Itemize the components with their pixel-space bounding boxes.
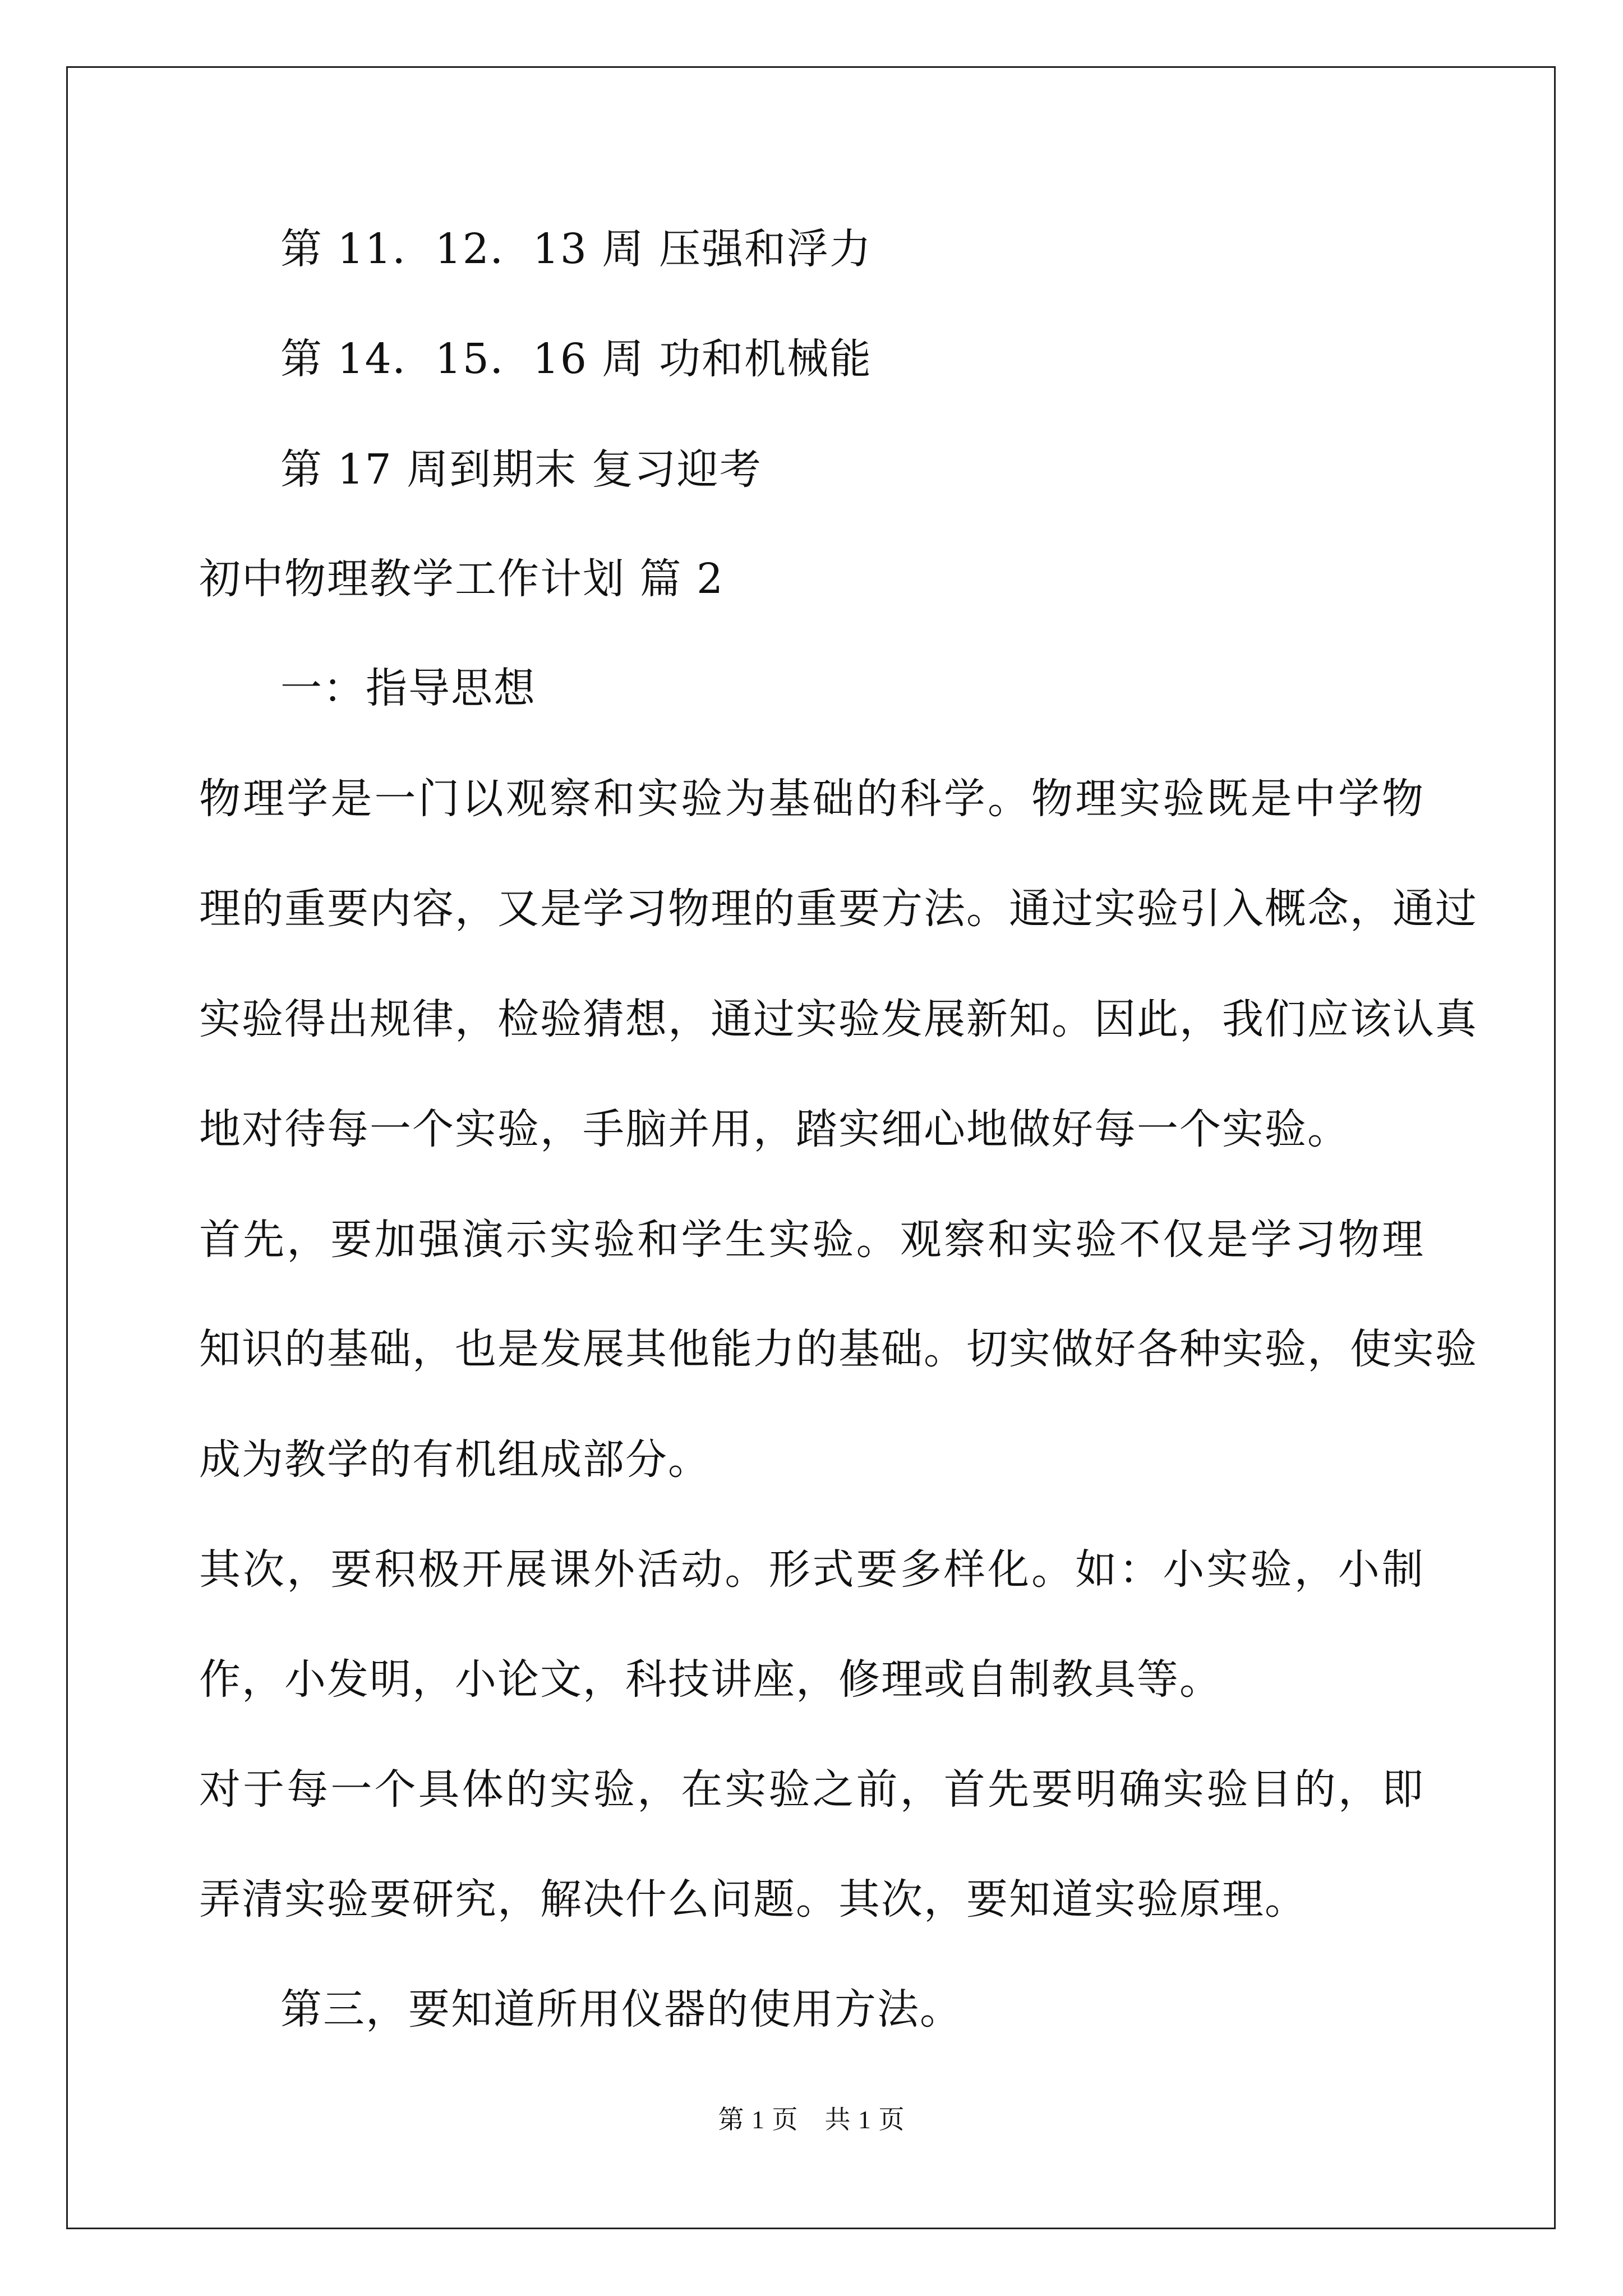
schedule-line-weeks-11-13: 第 11．12．13 周 压强和浮力 — [280, 225, 873, 273]
paragraph-line: 知识的基础，也是发展其他能力的基础。切实做好各种实验，使实验 — [199, 1325, 1478, 1373]
paragraph-line: 地对待每一个实验，手脑并用，踏实细心地做好每一个实验。 — [199, 1105, 1350, 1153]
paragraph-line: 对于每一个具体的实验，在实验之前，首先要明确实验目的，即 — [199, 1765, 1424, 1814]
paragraph-line: 其次，要积极开展课外活动。形式要多样化。如：小实验，小制 — [199, 1545, 1424, 1594]
schedule-line-weeks-14-16: 第 14．15．16 周 功和机械能 — [280, 335, 873, 383]
paragraph-line: 理的重要内容，又是学习物理的重要方法。通过实验引入概念，通过 — [199, 885, 1478, 933]
schedule-line-week-17: 第 17 周到期末 复习迎考 — [280, 445, 762, 494]
paragraph-line: 首先，要加强演示实验和学生实验。观察和实验不仅是学习物理 — [199, 1216, 1424, 1264]
paragraph-line: 弄清实验要研究，解决什么问题。其次，要知道实验原理。 — [199, 1875, 1307, 1924]
paragraph-line: 物理学是一门以观察和实验为基础的科学。物理实验既是中学物 — [199, 775, 1424, 823]
subheading-guiding-thought: 一：指导思想 — [280, 664, 536, 712]
page-footer: 第 1 页 共 1 页 — [718, 2105, 905, 2134]
section-heading: 初中物理教学工作计划 篇 2 — [199, 555, 725, 603]
paragraph-line: 成为教学的有机组成部分。 — [199, 1435, 711, 1484]
paragraph-line: 作，小发明，小论文，科技讲座，修理或自制教具等。 — [199, 1655, 1222, 1704]
paragraph-line: 实验得出规律，检验猜想，通过实验发展新知。因此，我们应该认真 — [199, 995, 1478, 1043]
paragraph-line: 第三，要知道所用仪器的使用方法。 — [280, 1985, 962, 2033]
